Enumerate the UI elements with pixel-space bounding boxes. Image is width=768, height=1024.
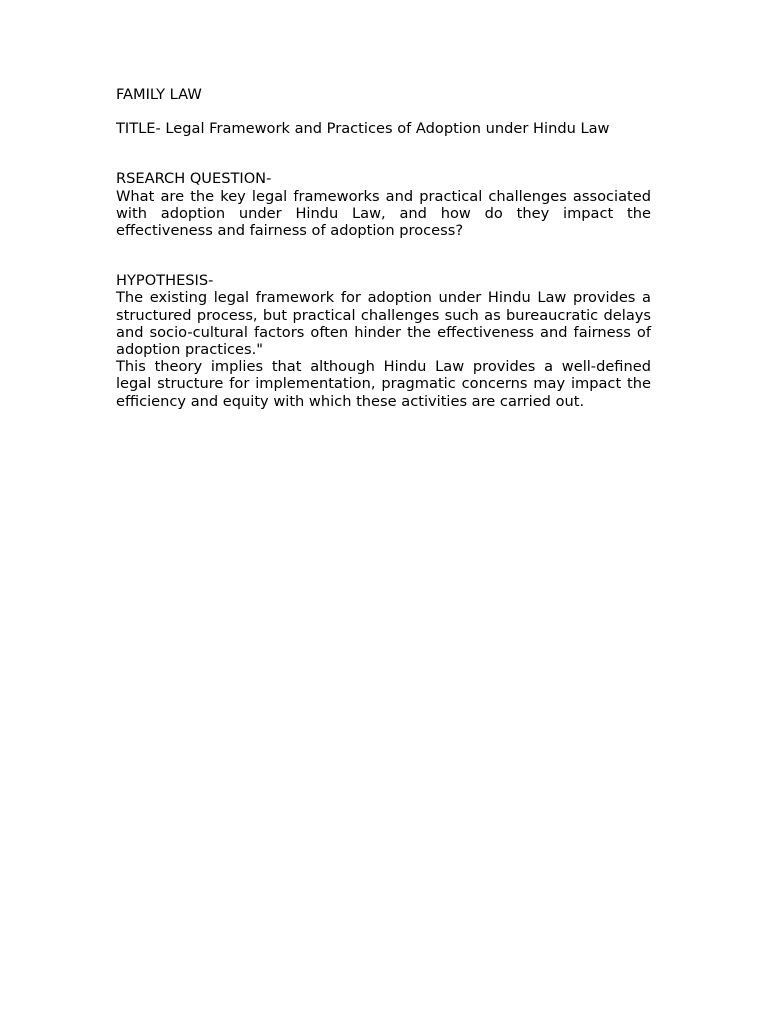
spacer	[116, 137, 651, 170]
hypothesis-heading: HYPOTHESIS-	[116, 272, 214, 290]
hypothesis-explanation: This theory implies that although Hindu Law provides a well-defined legal structure for implementation, pragmatic concerns may impact the efficiency and equity with which these activities are carried out.	[116, 358, 651, 410]
document-page	[116, 86, 651, 410]
document-title: TITLE- Legal Framework and Practices of Adoption under Hindu Law	[116, 120, 610, 138]
spacer	[116, 103, 651, 120]
research-question-body: What are the key legal frameworks and practical challenges associated with adoption under Hindu Law, and how do they impact the effectiveness and fairness of adoption process?	[116, 187, 651, 240]
research-question-heading: RSEARCH QUESTION-	[116, 170, 272, 188]
spacer	[116, 239, 651, 272]
hypothesis-body: The existing legal framework for adoption under Hindu Law provides a structured process, but practical challenges such as bureaucratic delays and socio-cultural factors often hinder the effectiveness and fairness of adoption practices."	[116, 289, 651, 359]
subject-heading: FAMILY LAW	[116, 86, 202, 103]
